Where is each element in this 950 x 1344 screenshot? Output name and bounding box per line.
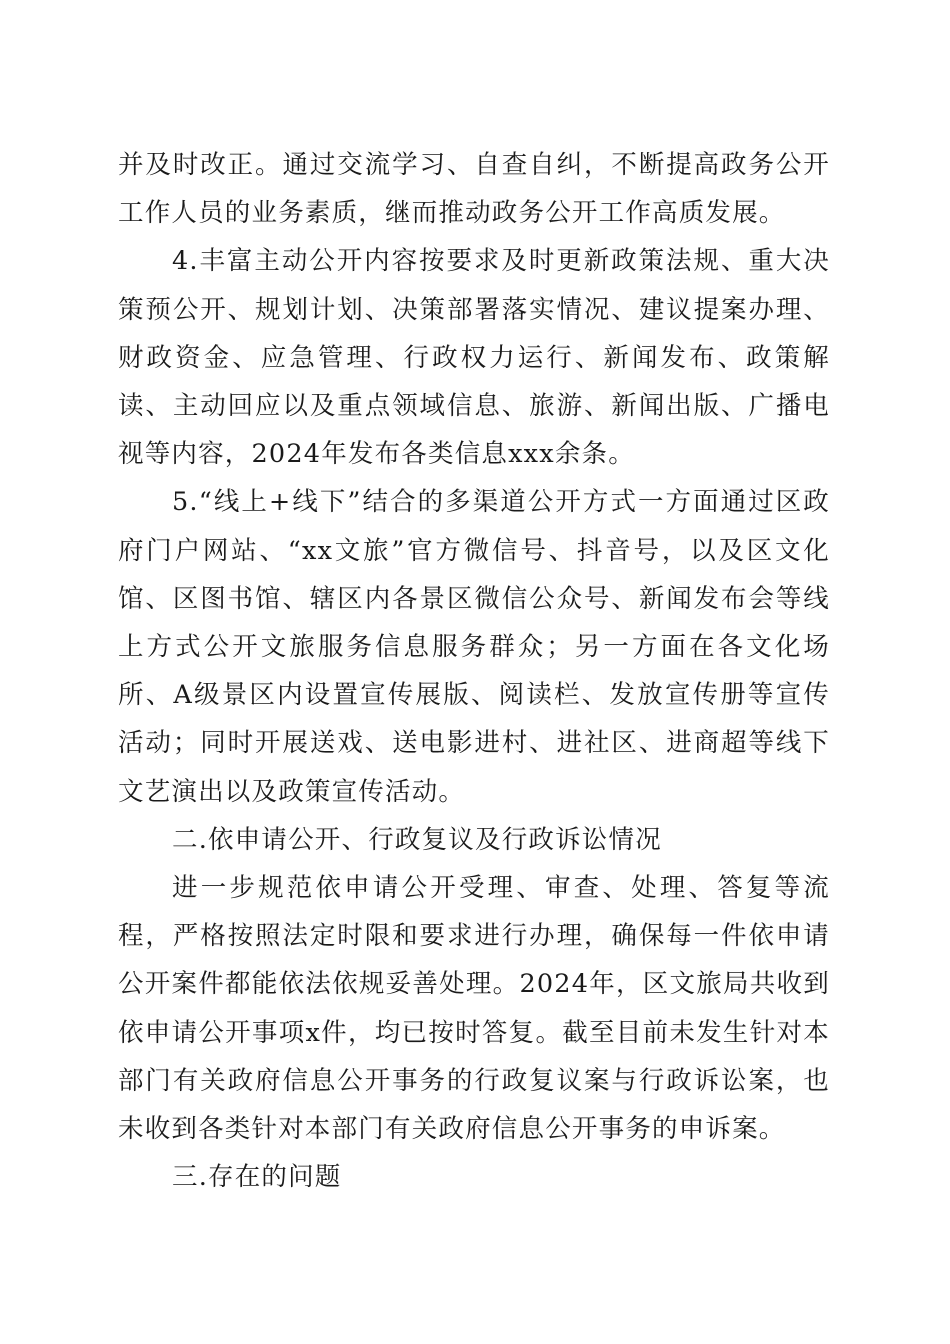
- paragraph-section-2-body: 进一步规范依申请公开受理、审查、处理、答复等流程，严格按照法定时限和要求进行办理，确保每一件依申请公开案件都能依法依规妥善处理。2024年，区文旅局共收到依申请公开事项x件，均已按时答复。截至目前未发生针对本部门有关政府信息公开事务的行政复议案与行政诉讼案，也未收到各类针对本部门有关政府信息公开事务的申诉案。: [118, 873, 830, 1145]
- section-heading-3: 三.存在的问题: [172, 1162, 342, 1193]
- paragraph-item-5: 5.“线上+线下”结合的多渠道公开方式一方面通过区政府门户网站、“xx文旅”官方微信号、抖音号，以及区文化馆、区图书馆、辖区内各景区微信公众号、新闻发布会等线上方式公开文旅服务信息服务群众；另一方面在各文化场所、A级景区内设置宣传展版、阅读栏、发放宣传册等宣传活动；同时开展送戏、送电影进村、进社区、进商超等线下文艺演出以及政策宣传活动。: [118, 487, 830, 807]
- paragraph-item-4: 4.丰富主动公开内容按要求及时更新政策法规、重大决策预公开、规划计划、决策部署落实情况、建议提案办理、财政资金、应急管理、行政权力运行、新闻发布、政策解读、主动回应以及重点领域信息、旅游、新闻出版、广播电视等内容，2024年发布各类信息xxx余条。: [118, 246, 830, 470]
- document-body: [118, 141, 830, 1201]
- section-heading-2: 二.依申请公开、行政复议及行政诉讼情况: [172, 824, 662, 855]
- paragraph-continuation: 并及时改正。通过交流学习、自查自纠，不断提高政务公开工作人员的业务素质，继而推动政务公开工作高质发展。: [118, 150, 830, 229]
